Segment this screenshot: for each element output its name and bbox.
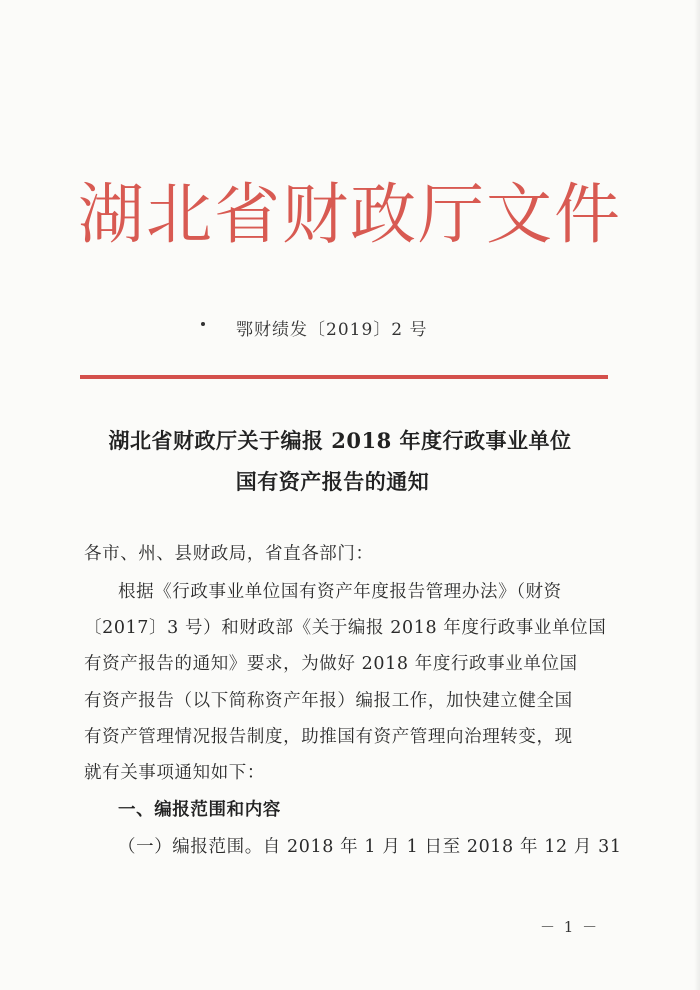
body-line: 就有关事项通知如下：	[84, 763, 265, 783]
section-heading: 一、编报范围和内容	[118, 800, 281, 820]
page-edge-shadow	[694, 0, 700, 990]
document-header-title: 湖北省财政厅文件	[78, 176, 622, 253]
body-line: 根据《行政事业单位国有资产年度报告管理办法》（财资	[118, 582, 562, 602]
body-line: 有资产报告的通知》要求，为做好 2018 年度行政事业单位国	[84, 654, 578, 674]
notice-title-line-1: 湖北省财政厅关于编报 2018 年度行政事业单位	[108, 428, 572, 453]
notice-title-line-2: 国有资产报告的通知	[235, 469, 430, 494]
document-number: 鄂财绩发〔2019〕2 号	[236, 320, 428, 340]
body-line: 〔2017〕3 号）和财政部《关于编报 2018 年度行政事业单位国	[84, 618, 607, 638]
body-line: （一）编报范围。自 2018 年 1 月 1 日至 2018 年 12 月 31	[118, 837, 622, 857]
body-line: 有资产管理情况报告制度，助推国有资产管理向治理转变，现	[84, 727, 573, 747]
red-separator-rule	[80, 375, 608, 379]
salutation: 各市、州、县财政局，省直各部门：	[84, 544, 374, 564]
body-line: 有资产报告（以下简称资产年报）编报工作，加快建立健全国	[84, 691, 573, 711]
scan-speck	[201, 322, 205, 326]
page-number: － 1 －	[540, 918, 600, 936]
